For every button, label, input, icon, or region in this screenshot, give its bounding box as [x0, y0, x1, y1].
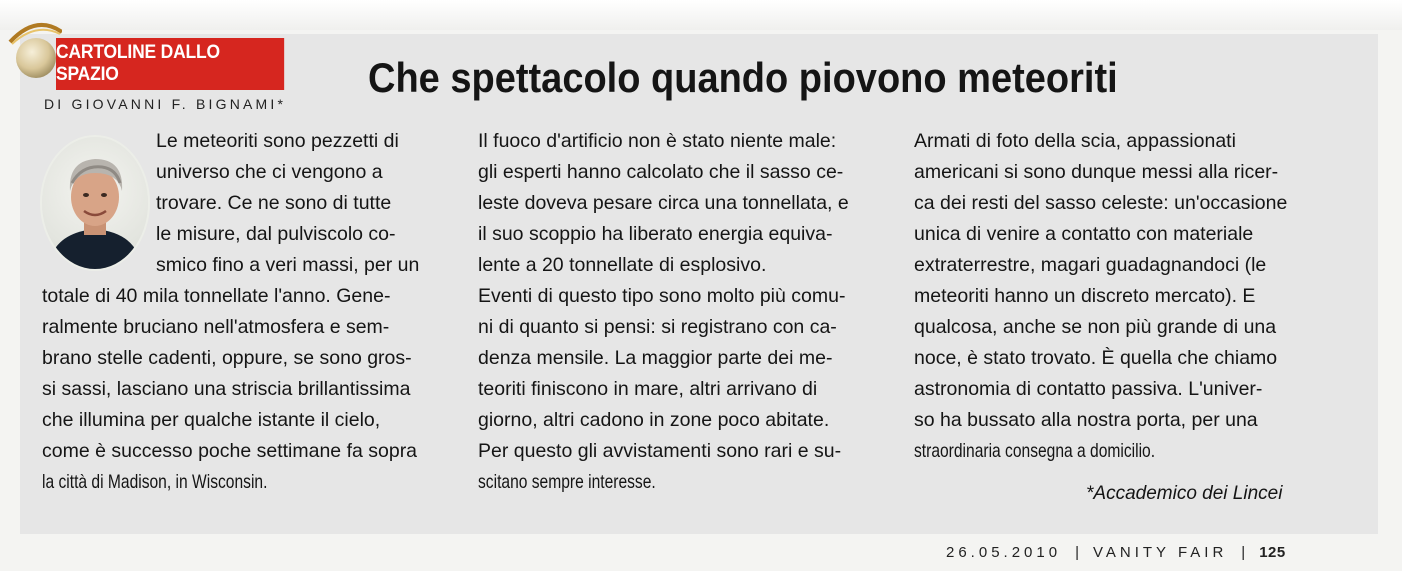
text-line-content: universo che ci vengono a	[156, 161, 383, 183]
text-line-content: Le meteoriti sono pezzetti di	[156, 130, 399, 152]
text-line-content: teoriti finiscono in mare, altri arrivano di	[478, 378, 818, 400]
text-line	[478, 157, 878, 188]
text-line-content: ralmente bruciano nell'atmosfera e sem-	[42, 316, 390, 338]
text-line	[914, 188, 1314, 219]
article-column-3	[914, 126, 1314, 467]
text-line-content: smico fino a veri massi, per un	[156, 254, 420, 276]
text-line-content: denza mensile. La maggior parte dei me-	[478, 347, 833, 369]
text-line-content: so ha bussato alla nostra porta, per una	[914, 409, 1258, 431]
text-line-content: brano stelle cadenti, oppure, se sono gros-	[42, 347, 412, 369]
text-line-content: le misure, dal pulviscolo co-	[156, 223, 396, 245]
text-line-content: ni di quanto si pensi: si registrano con ca-	[478, 316, 837, 338]
text-line	[914, 219, 1314, 250]
text-line	[478, 281, 878, 312]
article-column-2	[478, 126, 878, 498]
article-title: Che spettacolo quando piovono meteoriti	[368, 54, 1118, 101]
text-line-content: meteoriti hanno un discreto mercato). E	[914, 285, 1256, 307]
text-line-content: ca dei resti del sasso celeste: un'occasione	[914, 192, 1288, 214]
text-line	[914, 281, 1314, 312]
text-line	[914, 312, 1314, 343]
text-line	[42, 467, 442, 498]
byline: DI GIOVANNI F. BIGNAMI*	[44, 96, 287, 112]
text-line-content: Per questo gli avvistamenti sono rari e su-	[478, 440, 842, 462]
text-line-content: astronomia di contatto passiva. L'univer-	[914, 378, 1263, 400]
footer-divider: |	[1075, 544, 1079, 561]
text-line	[478, 250, 878, 281]
text-line	[42, 126, 442, 157]
text-line	[914, 405, 1314, 436]
footer-divider: |	[1241, 544, 1246, 561]
text-line-content: il suo scoppio ha liberato energia equiva-	[478, 223, 833, 245]
text-line	[478, 188, 878, 219]
text-line-content: si sassi, lasciano una striscia brillantissima	[42, 378, 411, 400]
text-line-content: totale di 40 mila tonnellate l'anno. Gene-	[42, 285, 391, 307]
text-line	[42, 405, 442, 436]
text-line	[478, 219, 878, 250]
text-line-content: scitano sempre interesse.	[478, 471, 656, 493]
text-line-content: Eventi di questo tipo sono molto più comu-	[478, 285, 846, 307]
text-line	[478, 312, 878, 343]
text-line-content: Armati di foto della scia, appassionati	[914, 130, 1236, 152]
text-line	[42, 250, 442, 281]
text-line-content: americani si sono dunque messi alla ricer-	[914, 161, 1279, 183]
text-line	[42, 219, 442, 250]
text-line	[914, 436, 1314, 467]
text-line-content: Il fuoco d'artificio non è stato niente male:	[478, 130, 837, 152]
text-line-content: lente a 20 tonnellate di esplosivo.	[478, 254, 767, 276]
text-line	[478, 343, 878, 374]
text-line	[478, 436, 878, 467]
text-line	[42, 281, 442, 312]
text-line-content: straordinaria consegna a domicilio.	[914, 440, 1156, 462]
text-line-content: leste doveva pesare circa una tonnellata, e	[478, 192, 849, 214]
text-line-content: trovare. Ce ne sono di tutte	[156, 192, 392, 214]
text-line-content: come è successo poche settimane fa sopra	[42, 440, 418, 462]
issue-date: 26.05.2010	[946, 544, 1062, 561]
text-line-content: la città di Madison, in Wisconsin.	[42, 471, 268, 493]
text-line	[42, 157, 442, 188]
text-line	[42, 436, 442, 467]
text-line	[478, 126, 878, 157]
text-line	[478, 405, 878, 436]
section-label: CARTOLINE DALLO SPAZIO	[56, 38, 284, 90]
text-line	[914, 250, 1314, 281]
magazine-name: VANITY FAIR	[1092, 544, 1228, 561]
page-footer	[946, 544, 1366, 561]
page-number: 125	[1259, 544, 1286, 561]
text-line	[42, 188, 442, 219]
text-line-content: giorno, altri cadono in zone poco abitate.	[478, 409, 830, 431]
ringed-planet-icon	[6, 20, 62, 82]
text-line	[478, 467, 878, 498]
article-column-1	[42, 126, 442, 498]
text-line-content: qualcosa, anche se non più grande di una	[914, 316, 1277, 338]
text-line	[42, 312, 442, 343]
text-line	[914, 343, 1314, 374]
text-line-content: unica di venire a contatto con materiale	[914, 223, 1254, 245]
scan-margin	[0, 0, 1402, 30]
text-line	[914, 126, 1314, 157]
text-line-content: noce, è stato trovato. È quella che chiamo	[914, 347, 1278, 369]
text-line-content: gli esperti hanno calcolato che il sasso ce-	[478, 161, 844, 183]
text-line	[478, 374, 878, 405]
text-line	[42, 374, 442, 405]
text-line	[914, 374, 1314, 405]
text-line	[914, 157, 1314, 188]
author-note: *Accademico dei Lincei	[1086, 483, 1283, 504]
text-line	[42, 343, 442, 374]
text-line-content: extraterrestre, magari guadagnandoci (le	[914, 254, 1267, 276]
text-line-content: che illumina per qualche istante il cielo,	[42, 409, 381, 431]
